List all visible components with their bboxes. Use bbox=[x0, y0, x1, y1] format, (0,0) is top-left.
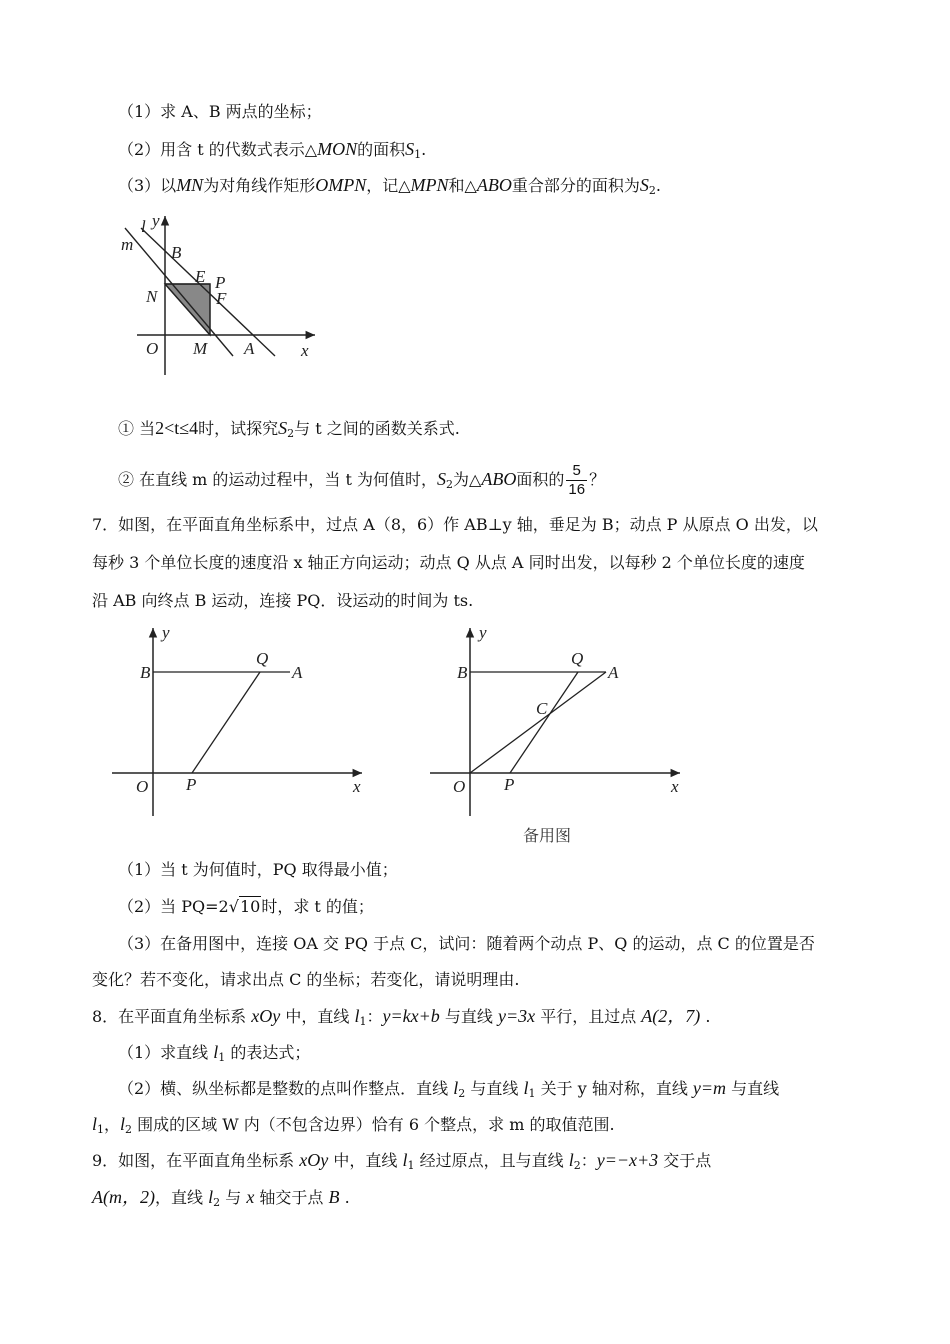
q7-figure-main bbox=[110, 620, 380, 820]
q6-label-A: A bbox=[244, 339, 255, 358]
q7-fig1-segment-pq bbox=[192, 672, 260, 773]
q6-label-M: M bbox=[193, 339, 208, 358]
q6-part3: （3）以MN为对角线作矩形OMPN，记△MPN和△ABO重合部分的面积为$S_2$. bbox=[118, 175, 661, 197]
q7-fig1-label-x: x bbox=[353, 777, 361, 796]
q7-fig2-label-B: B bbox=[457, 663, 468, 682]
sqrt-symbol: √ bbox=[228, 897, 239, 916]
q7-fig2-label-O: O bbox=[453, 777, 466, 796]
q7-part3-line2: 变化？若不变化，请求出点 C 的坐标；若变化，请说明理由. bbox=[92, 970, 520, 989]
q7-fig2-label-P: P bbox=[504, 775, 515, 794]
q6-part1: （1）求 A、B 两点的坐标； bbox=[118, 102, 322, 121]
q7-part3-line1: （3）在备用图中，连接 OA 交 PQ 于点 C，试问：随着两个动点 P、Q 的运动，点 C 的位置是否 bbox=[118, 934, 815, 953]
q7-fig2-segment-oa bbox=[470, 672, 606, 773]
q6-label-B: B bbox=[171, 243, 182, 262]
q7-fig1-label-Q: Q bbox=[256, 649, 269, 668]
q8-part2-line2: $l_1$，$l_2$ 围成的区域 W 内（不包含边界）恰有 6 个整点，求 m 的取值范围. bbox=[92, 1114, 615, 1136]
q7-fig1-label-y: y bbox=[162, 623, 170, 642]
q7-text-line3: 沿 AB 向终点 B 运动，连接 PQ．设运动的时间为 ts. bbox=[92, 591, 474, 610]
q9-stem-line1: 9．如图，在平面直角坐标系 xOy 中，直线 $l_1$ 经过原点，且与直线 $l_2$：y=−x+3 交于点 bbox=[92, 1150, 712, 1172]
q8-part2-line1: （2）横、纵坐标都是整数的点叫作整点．直线 $l_2$ 与直线 $l_1$ 关于 y 轴对称，直线 y=m 与直线 bbox=[118, 1078, 780, 1100]
fraction-5-16: $\frac{5}{16}$ bbox=[568, 462, 586, 498]
q9-stem-line2: A(m，2)，直线 $l_2$ 与 x 轴交于点 B . bbox=[92, 1187, 350, 1209]
q6-label-l: l bbox=[141, 217, 146, 236]
q7-fig1-label-A: A bbox=[292, 663, 303, 682]
q7-fig2-label-x: x bbox=[671, 777, 679, 796]
q6-part2: （2）用含 t 的代数式表示△MON的面积$S_1$. bbox=[118, 139, 427, 161]
q7-part1: （1）当 t 为何值时，PQ 取得最小值； bbox=[118, 860, 398, 879]
q6-sub2: ② 在直线 m 的运动过程中，当 t 为何值时，$S_2$为△ABO面积的 $\frac{5}{16}$ ？ bbox=[118, 462, 606, 498]
q7-part2: （2）当 PQ=2√10时，求 t 的值； bbox=[118, 897, 374, 916]
q7-fig2-label-Q: Q bbox=[571, 649, 584, 668]
q6-label-F: F bbox=[216, 289, 227, 308]
q7-fig2-label-y: y bbox=[479, 623, 487, 642]
q7-text-line1: 7．如图，在平面直角坐标系中，过点 A（8，6）作 AB⊥y 轴，垂足为 B；动点 P 从原点 O 出发，以 bbox=[92, 515, 818, 534]
q7-fig2-label-C: C bbox=[536, 699, 548, 718]
q6-label-m: m bbox=[121, 235, 134, 254]
q8-part1: （1）求直线 $l_1$ 的表达式； bbox=[118, 1042, 311, 1064]
q6-label-P: P bbox=[215, 273, 226, 292]
q7-fig2-label-A: A bbox=[608, 663, 619, 682]
q7-text-line2: 每秒 3 个单位长度的速度沿 x 轴正方向运动；动点 Q 从点 A 同时出发，以每秒 2 个单位长度的速度 bbox=[92, 553, 805, 572]
q6-sub1: ① 当2<t≤4时，试探究$S_2$与 t 之间的函数关系式. bbox=[118, 418, 460, 440]
q6-label-E: E bbox=[195, 267, 206, 286]
q7-figure-caption: 备用图 bbox=[523, 826, 572, 845]
q6-label-y: y bbox=[152, 211, 160, 230]
q7-fig1-label-B: B bbox=[140, 663, 151, 682]
q6-label-N: N bbox=[146, 287, 158, 306]
q6-figure bbox=[115, 210, 330, 380]
q6-label-x: x bbox=[301, 341, 309, 360]
q6-line-l bbox=[141, 228, 275, 356]
q7-fig2-segment-pq bbox=[510, 672, 578, 773]
q7-fig1-label-P: P bbox=[186, 775, 197, 794]
q7-fig1-label-O: O bbox=[136, 777, 149, 796]
q6-label-O: O bbox=[146, 339, 159, 358]
q7-figure-backup bbox=[428, 620, 698, 820]
q8-stem: 8．在平面直角坐标系 xOy 中，直线 $l_1$：y=kx+b 与直线 y=3x 平行，且过点 A(2，7) . bbox=[92, 1006, 711, 1028]
